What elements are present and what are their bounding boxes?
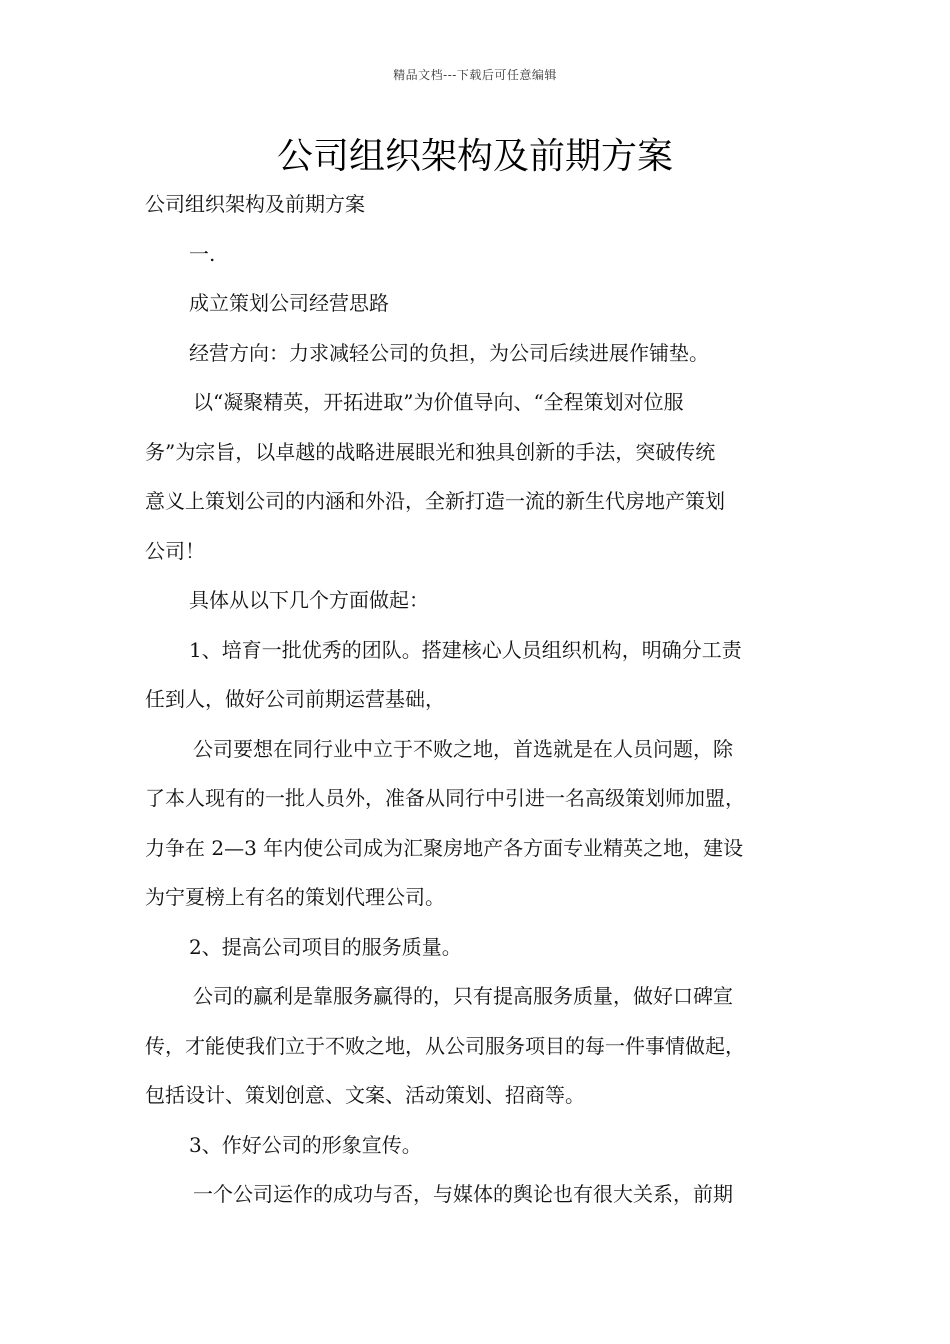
header-note: 精品文档---下载后可任意编辑 (393, 68, 557, 82)
body-line: 公司的赢利是靠服务赢得的，只有提高服务质量，做好口碑宣 (193, 984, 733, 1008)
body-line: 具体从以下几个方面做起： (189, 588, 429, 612)
body-line: 传，才能使我们立于不败之地，从公司服务项目的每一件事情做起， (145, 1033, 745, 1058)
body-line: 务”为宗旨，以卓越的战略进展眼光和独具创新的手法，突破传统 (145, 439, 716, 464)
body-line: 任到人，做好公司前期运营基础， (145, 687, 445, 711)
body-line: 2、提高公司项目的服务质量。 (189, 934, 462, 959)
document-body (145, 180, 810, 1220)
body-line: 意义上策划公司的内涵和外沿，全新打造一流的新生代房地产策划 (145, 489, 725, 513)
body-line: 公司组织架构及前期方案 (145, 192, 365, 216)
body-line: 一. (189, 241, 216, 266)
document-title: 公司组织架构及前期方案 (276, 136, 673, 177)
body-line: 成立策划公司经营思路 (189, 291, 389, 315)
body-line: 了本人现有的一批人员外，准备从同行中引进一名高级策划师加盟， (145, 786, 745, 810)
body-line: 为宁夏榜上有名的策划代理公司。 (145, 885, 445, 909)
body-line: 一个公司运作的成功与否，与媒体的舆论也有很大关系，前期 (193, 1182, 733, 1206)
body-line: 公司要想在同行业中立于不败之地，首选就是在人员问题，除 (193, 736, 733, 761)
body-line: 经营方向：力求减轻公司的负担，为公司后续进展作铺垫。 (189, 340, 709, 365)
body-line: 1、培育一批优秀的团队。搭建核心人员组织机构，明确分工责 (189, 637, 742, 662)
body-line: 力争在 2—3 年内使公司成为汇聚房地产各方面专业精英之地，建设 (145, 835, 744, 860)
body-line: 3、作好公司的形象宣传。 (189, 1132, 422, 1157)
body-line: 公司！ (145, 538, 205, 563)
body-line: 包括设计、策划创意、文案、活动策划、招商等。 (145, 1083, 585, 1107)
body-line: 以“凝聚精英，开拓进取”为价值导向、“全程策划对位服 (193, 390, 684, 414)
